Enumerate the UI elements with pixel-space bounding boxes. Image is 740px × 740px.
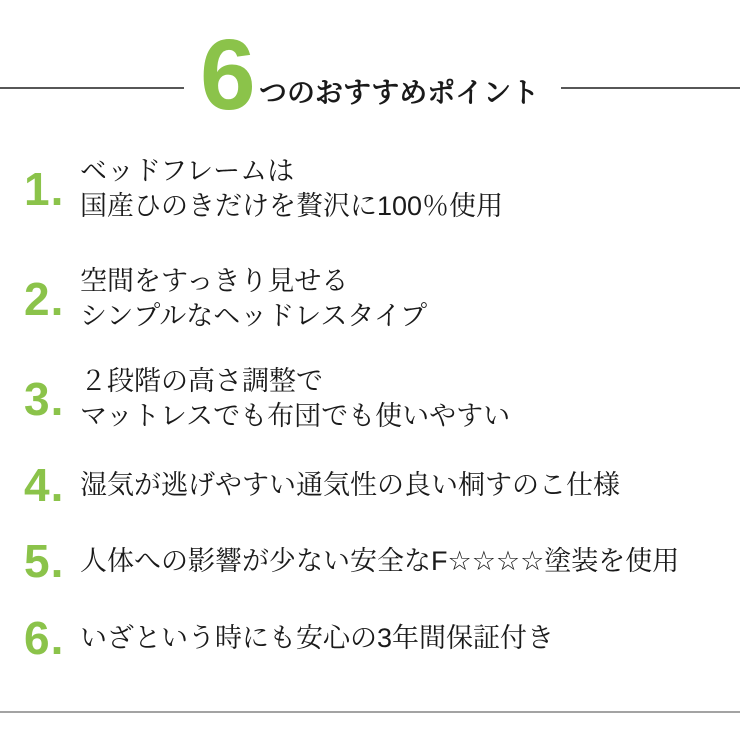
point-text [80,364,510,434]
point-number: 1. [24,163,65,215]
point-number: 2. [24,273,65,325]
point-text-line: シンプルなヘッドレスタイプ [80,301,428,331]
point-text [80,264,427,334]
point-item-1 [24,154,740,224]
header-big-number: 6 [200,19,256,131]
point-item-3 [24,364,740,434]
point-number: 5. [24,535,65,587]
point-number: 6. [24,612,65,664]
point-item-5 [24,535,740,587]
point-item-4 [24,459,740,511]
bottom-divider [0,711,740,713]
point-text-line: マットレスでも布団でも使いやすい [80,401,511,431]
point-text-line: 人体への影響が少ない安全なF☆☆☆☆塗装を使用 [80,545,680,576]
point-text-line: いざという時にも安心の3年間保証付き [80,622,555,653]
point-text-line: ベッドフレームは [80,156,295,186]
point-text [80,468,620,503]
section-header [0,0,740,131]
header-rule-right [561,87,740,89]
point-number: 4. [24,459,65,511]
points-list [0,154,740,664]
point-text-line: ２段階の高さ調整で [80,366,323,396]
point-number: 3. [24,373,65,425]
point-item-6 [24,612,740,664]
point-text [80,621,554,656]
section-title: つのおすすめポイント [259,77,540,108]
header-rule-left [0,87,184,89]
point-item-2 [24,264,740,334]
point-text-line: 空間をすっきり見せる [80,266,349,296]
point-text-line: 国産ひのきだけを贅沢に100％使用 [80,191,504,221]
point-text [80,544,679,579]
point-text [80,154,503,224]
point-text-line: 湿気が逃げやすい通気性の良い桐すのこ仕様 [80,469,620,500]
